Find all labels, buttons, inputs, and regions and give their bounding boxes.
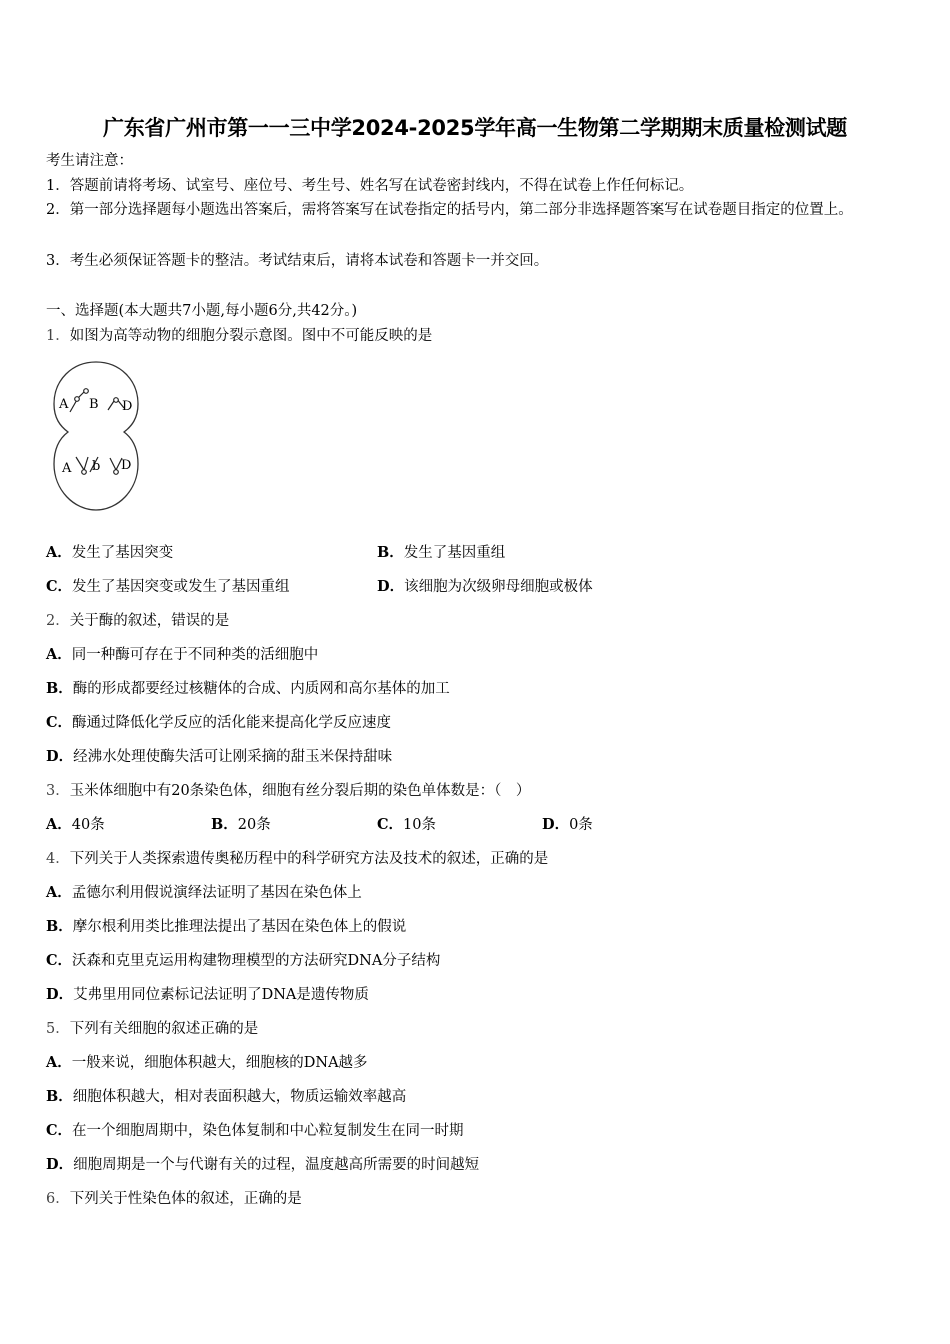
option-text: 摩尔根利用类比推理法提出了基因在染色体上的假说 bbox=[72, 919, 407, 935]
q3-option-b bbox=[211, 815, 271, 835]
option-text: 发生了基因突变或发生了基因重组 bbox=[72, 579, 290, 595]
option-text: 细胞周期是一个与代谢有关的过程，温度越高所需要的时间越短 bbox=[73, 1157, 480, 1173]
option-text: 10条 bbox=[403, 817, 436, 833]
option-label: D． bbox=[46, 748, 74, 765]
question-3 bbox=[46, 781, 530, 801]
option-text: 细胞体积越大，相对表面积越大，物质运输效率越高 bbox=[72, 1089, 407, 1105]
question-6 bbox=[46, 1189, 302, 1209]
option-text: 发生了基因重组 bbox=[403, 545, 506, 561]
notice-item-3: 3．考生必须保证答题卡的整洁。考试结束后，请将本试卷和答题卡一并交回。 bbox=[46, 253, 549, 269]
option-text: 艾弗里用同位素标记法证明了DNA是遗传物质 bbox=[73, 987, 369, 1003]
q4-option-a bbox=[46, 883, 362, 903]
option-label: C． bbox=[377, 816, 404, 833]
option-label: D． bbox=[46, 1156, 74, 1173]
cell-division-figure bbox=[46, 360, 146, 515]
option-label: B． bbox=[46, 1088, 73, 1105]
label-D-upper: D bbox=[122, 399, 133, 414]
q3-option-d bbox=[542, 815, 593, 835]
option-label: C． bbox=[46, 578, 73, 595]
q1-option-c bbox=[46, 577, 290, 597]
question-stem: 关于酶的叙述，错误的是 bbox=[69, 613, 230, 629]
option-text: 一般来说，细胞体积越大，细胞核的DNA越多 bbox=[71, 1055, 368, 1071]
option-label: B． bbox=[377, 544, 404, 561]
option-text: 沃森和克里克运用构建物理模型的方法研究DNA分子结构 bbox=[72, 953, 441, 969]
option-label: D． bbox=[377, 578, 405, 595]
question-1 bbox=[46, 326, 432, 346]
option-label: D． bbox=[542, 816, 570, 833]
option-text: 该细胞为次级卵母细胞或极体 bbox=[404, 579, 593, 595]
notice-heading: 考生请注意： bbox=[46, 153, 133, 169]
option-text: 20条 bbox=[237, 817, 271, 833]
question-number: 5． bbox=[46, 1021, 70, 1037]
q1-option-d bbox=[377, 577, 593, 597]
question-stem: 如图为高等动物的细胞分裂示意图。图中不可能反映的是 bbox=[69, 328, 433, 344]
option-text: 经沸水处理使酶失活可让刚采摘的甜玉米保持甜味 bbox=[73, 749, 393, 765]
question-number: 1． bbox=[46, 328, 70, 344]
question-5 bbox=[46, 1019, 258, 1039]
label-A-lower: A bbox=[62, 461, 72, 476]
q5-option-d bbox=[46, 1155, 479, 1175]
q2-option-a bbox=[46, 645, 318, 665]
option-label: C． bbox=[46, 952, 73, 969]
option-text: 在一个细胞周期中，染色体复制和中心粒复制发生在同一时期 bbox=[72, 1123, 464, 1139]
option-label: A． bbox=[46, 544, 72, 561]
question-number: 2． bbox=[46, 613, 70, 629]
question-stem: 玉米体细胞中有20条染色体，细胞有丝分裂后期的染色单体数是：（ ） bbox=[69, 783, 531, 799]
notice-item-1: 1．答题前请将考场、试室号、座位号、考生号、姓名写在试卷密封线内，不得在试卷上作任何标记。 bbox=[46, 178, 694, 194]
option-label: A． bbox=[46, 816, 72, 833]
q3-option-c bbox=[377, 815, 436, 835]
label-B-upper: B bbox=[89, 397, 99, 412]
q5-option-b bbox=[46, 1087, 406, 1107]
option-text: 发生了基因突变 bbox=[71, 545, 174, 561]
question-stem: 下列关于人类探索遗传奥秘历程中的科学研究方法及技术的叙述，正确的是 bbox=[69, 851, 549, 867]
page-title: 广东省广州市第一一三中学2024-2025学年高一生物第二学期期末质量检测试题 bbox=[103, 116, 847, 140]
option-label: A． bbox=[46, 1054, 72, 1071]
question-2 bbox=[46, 611, 229, 631]
option-text: 40条 bbox=[71, 817, 105, 833]
option-label: B． bbox=[46, 680, 73, 697]
option-label: B． bbox=[46, 918, 73, 935]
option-label: D． bbox=[46, 986, 74, 1003]
question-number: 3． bbox=[46, 783, 70, 799]
q2-option-d bbox=[46, 747, 392, 767]
option-label: C． bbox=[46, 714, 73, 731]
label-b-lower: b bbox=[92, 459, 101, 474]
q4-option-b bbox=[46, 917, 406, 937]
q1-option-b bbox=[377, 543, 505, 563]
option-label: C． bbox=[46, 1122, 73, 1139]
q1-option-a bbox=[46, 543, 173, 563]
question-number: 4． bbox=[46, 851, 70, 867]
q2-option-c bbox=[46, 713, 391, 733]
section-heading: 一、选择题(本大题共7小题,每小题6分,共42分。) bbox=[46, 303, 358, 319]
option-label: B． bbox=[211, 816, 238, 833]
label-D-lower: D bbox=[121, 458, 132, 473]
q4-option-c bbox=[46, 951, 440, 971]
q5-option-c bbox=[46, 1121, 464, 1141]
q3-option-a bbox=[46, 815, 105, 835]
option-text: 孟德尔利用假说演绎法证明了基因在染色体上 bbox=[71, 885, 362, 901]
option-label: A． bbox=[46, 646, 72, 663]
cell-membrane bbox=[54, 362, 138, 510]
notice-item-2: 2．第一部分选择题每小题选出答案后，需将答案写在试卷指定的括号内，第二部分非选择题答案写在试卷题目指定的位置上。 bbox=[46, 202, 853, 218]
option-text: 酶的形成都要经过核糖体的合成、内质网和高尔基体的加工 bbox=[72, 681, 450, 697]
option-text: 同一种酶可存在于不同种类的活细胞中 bbox=[71, 647, 319, 663]
option-text: 酶通过降低化学反应的活化能来提高化学反应速度 bbox=[72, 715, 392, 731]
q4-option-d bbox=[46, 985, 369, 1005]
question-number: 6． bbox=[46, 1191, 70, 1207]
q2-option-b bbox=[46, 679, 450, 699]
q5-option-a bbox=[46, 1053, 368, 1073]
label-A-upper: A bbox=[59, 397, 69, 412]
option-label: A． bbox=[46, 884, 72, 901]
option-text: 0条 bbox=[569, 817, 593, 833]
question-stem: 下列关于性染色体的叙述，正确的是 bbox=[69, 1191, 302, 1207]
question-stem: 下列有关细胞的叙述正确的是 bbox=[69, 1021, 259, 1037]
question-4 bbox=[46, 849, 548, 869]
